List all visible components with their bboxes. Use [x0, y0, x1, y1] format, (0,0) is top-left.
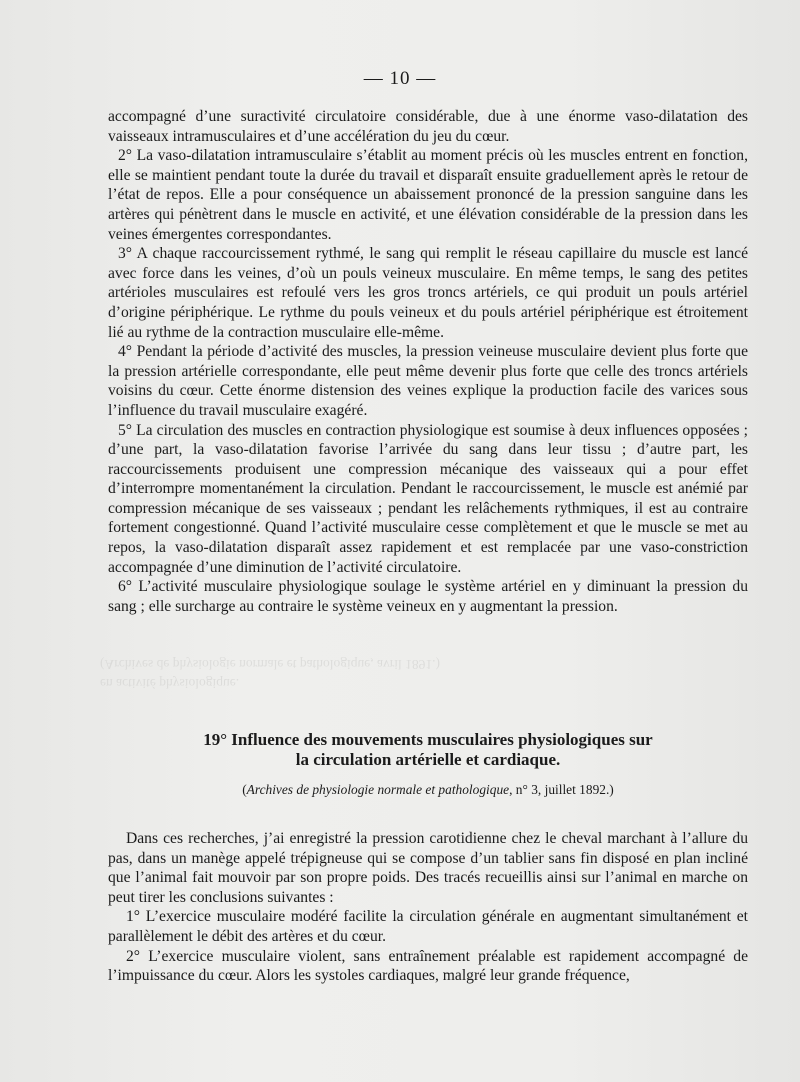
citation-details: , n° 3, juillet 1892.) — [509, 782, 614, 797]
paragraph: Dans ces recherches, j’ai enregistré la pression carotidienne chez le cheval marchant à l’allure du pas, dans un manège appelé trépigneuse qui se compose d’un tablier sans fin disposé en plan incliné que l’animal fait mouvoir par son propre poids. Des tracés recueillis ainsi sur l’animal en marche on peut tirer les conclusions suivantes : — [108, 830, 748, 906]
paragraph: 3° A chaque raccourcissement rythmé, le sang qui remplit le réseau capillaire du muscle est lancé avec force dans les veines, d’où un pouls veineux musculaire. En même temps, le sang des petites artérioles musculaires est refoulé vers les gros troncs artériels, ce qui produit un pouls artériel d’origine périphérique. Le rythme du pouls veineux et du pouls artériel périphérique est étroitement lié au rythme de la contraction musculaire elle-même. — [108, 245, 748, 341]
paragraph: 2° L’exercice musculaire violent, sans entraînement préalable est rapidement accompagné de l’impuissance du cœur. Alors les systoles cardiaques, malgré leur grande fréquence, — [108, 947, 748, 985]
section-body — [108, 829, 748, 986]
conclusions-block — [108, 107, 748, 616]
section-title — [108, 730, 748, 770]
paragraph: 6° L’activité musculaire physiologique soulage le système artériel en y diminuant la pression du sang ; elle surcharge au contraire le système veineux en y augmentant la pression. — [108, 578, 748, 615]
paragraph: accompagné d’une suractivité circulatoire considérable, due à une énorme vaso-dilatation des vaisseaux intramusculaires et d’une accélération du jeu du cœur. — [108, 108, 748, 145]
page-number: — 10 — — [363, 68, 437, 89]
paragraph: 4° Pendant la période d’activité des muscles, la pression veineuse musculaire devient plus forte que la pression artérielle correspondante, elle peut même devenir plus forte que celle des troncs artériels voisins du cœur. Cette énorme distension des veines explique la production facile des varices sous l’influence du travail musculaire exagéré. — [108, 343, 748, 419]
section-title-line: 19° Influence des mouvements musculaires physiologiques sur — [203, 730, 653, 749]
paragraph: 2° La vaso-dilatation intramusculaire s’établit au moment précis où les muscles entrent en fonction, elle se maintient pendant toute la durée du travail et disparaît ensuite graduellement après le retour de l’état de repos. Elle a pour conséquence un abaissement prononcé de la pression sanguine dans les artères qui pénètrent dans le muscle en activité, et une élévation considérable de la pression dans les veines émergentes correspondantes. — [108, 147, 748, 243]
citation — [108, 782, 748, 798]
citation-open: ( — [242, 782, 247, 797]
section-title-line: la circulation artérielle et cardiaque. — [295, 750, 561, 769]
paragraph: 1° L’exercice musculaire modéré facilite la circulation générale en augmentant simultanément et parallèlement le débit des artères et du cœur. — [108, 908, 748, 945]
bleed-through-text: en activité physiologique. (Archives de physiologie normale et pathologique, avril 1891.) — [100, 657, 441, 691]
citation-journal: Archives de physiologie normale et pathologique — [246, 782, 510, 797]
paragraph: 5° La circulation des muscles en contraction physiologique est soumise à deux influences opposées ; d’une part, la vaso-dilatation favorise l’arrivée du sang dans leur tissu ; d’autre part, les raccourcissements produisent une compression mécanique des vaisseaux qui a pour effet d’interrompre momentanément la circulation. Pendant le raccourcissement, le muscle est anémié par compression mécanique de ses vaisseaux ; pendant les relâchements rythmiques, il est au contraire fortement congestionné. Quand l’activité musculaire cesse complètement et que le muscle se met au repos, la vaso-dilatation disparaît assez rapidement et est remplacée par une vaso-constriction accompagnée d’une diminution de l’activité circulatoire. — [108, 421, 748, 576]
